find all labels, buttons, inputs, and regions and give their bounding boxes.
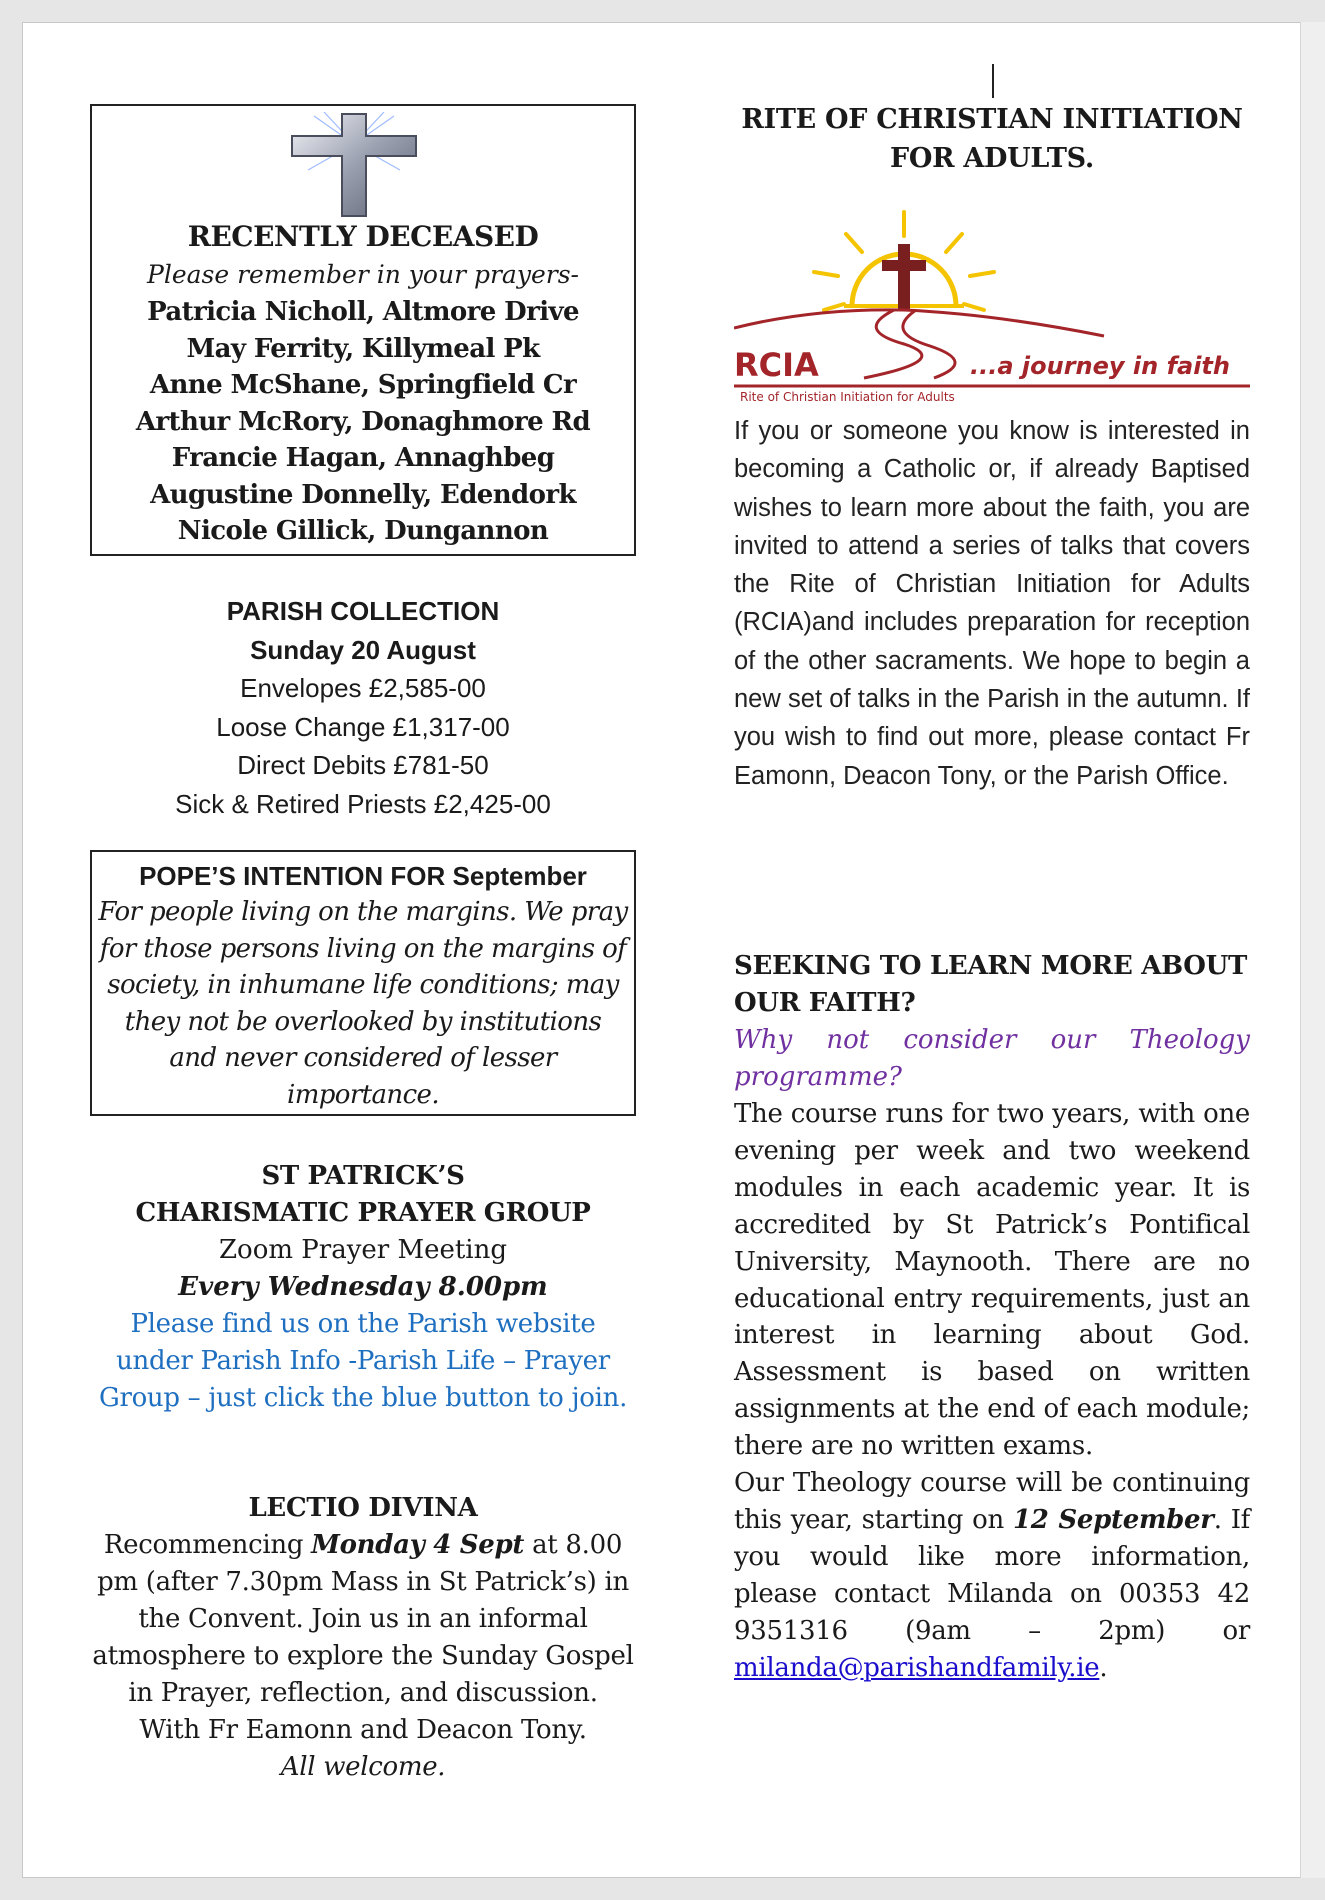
collection-line: Direct Debits £781-50 [237, 750, 489, 780]
list-item: Francie Hagan, Annaghbeg [171, 443, 555, 473]
lectio-leaders: With Fr Eamonn and Deacon Tony. [139, 1715, 587, 1745]
seeking-paragraph-1: The course runs for two years, with one evening per week and two weekend modules in each academic year. It is accredited by St Patrick’s Pontifical University, Maynooth. There are no educational entry requirements, just an interest in learning about God. Assessment is based on written assignments at the end of each module; there are no written exams. [734, 1099, 1250, 1462]
collection-line: Loose Change £1,317-00 [216, 711, 510, 742]
collection-heading: PARISH COLLECTION [226, 596, 500, 626]
parish-collection [90, 592, 636, 823]
seeking-heading: SEEKING TO LEARN MORE ABOUT OUR FAITH? [734, 951, 1248, 1018]
deceased-heading: RECENTLY DECEASED [187, 220, 539, 253]
rcia-logo [734, 210, 1250, 406]
lectio-text-pre: Recommencing [103, 1530, 312, 1560]
seeking-body [734, 1096, 1250, 1687]
list-item: Augustine Donnelly, Edendork [150, 479, 576, 510]
rcia-heading-line-2: FOR ADULTS. [890, 143, 1094, 174]
lectio-date: Monday 4 Sept [311, 1530, 525, 1560]
list-item: Patricia Nicholl, Altmore Drive [147, 297, 579, 327]
seeking-para2-pre: Our Theology course will be continuing this year, starting on [734, 1468, 1250, 1535]
collection-line: Sick & Retired Priests £2,425-00 [175, 788, 551, 819]
list-item: Arthur McRory, Donaghmore Rd [135, 406, 591, 437]
seeking-subheading: Why not consider our Theology programme? [734, 1025, 1250, 1092]
cross-icon [284, 112, 424, 220]
lectio-text-post: at 8.00 pm (after 7.30pm Mass in St Patrick’s) in the Convent. Join us in an informal atmosphere to explore the Sunday Gospel in Prayer, reflection, and discussion. [92, 1530, 634, 1708]
rcia-logo-text: RCIA [734, 346, 819, 384]
rcia-heading [734, 100, 1250, 178]
prayer-group-link[interactable]: Please find us on the Parish website under Parish Info -Parish Life – Prayer Group – just click the blue button to join. [98, 1309, 628, 1413]
deceased-list [92, 294, 634, 550]
seeking-para2-end: . [1099, 1652, 1108, 1683]
pope-heading: POPE’S INTENTION FOR September [139, 861, 587, 891]
deceased-subheading: Please remember in your prayers- [147, 260, 579, 289]
prayer-group-heading-1: ST PATRICK’S [261, 1161, 465, 1191]
prayer-group-section [90, 1158, 636, 1417]
rcia-body: If you or someone you know is interested in becoming a Catholic or, if already Baptised wishes to learn more about the faith, you are invited to attend a series of talks that covers the Rite of Christian Initiation for Adults (RCIA)and includes preparation for reception of the other sacraments. We hope to begin a new set of talks in the Parish in the autumn. If you wish to find out more, please contact Fr Eamonn, Deacon Tony, or the Parish Office. [734, 417, 1250, 790]
list-item: May Ferrity, Killymeal Pk [186, 333, 540, 364]
rcia-logo-tagline: ...a journey in faith [970, 352, 1230, 380]
prayer-group-heading-2: CHARISMATIC PRAYER GROUP [135, 1198, 591, 1228]
recently-deceased-box [90, 104, 636, 556]
lectio-text [90, 1527, 636, 1712]
collection-line: Envelopes £2,585-00 [240, 673, 486, 703]
email-link[interactable]: milanda@parishandfamily.ie [734, 1652, 1100, 1683]
lectio-divina-section [90, 1490, 636, 1786]
rcia-logo-subtitle: Rite of Christian Initiation for Adults [740, 390, 955, 404]
seeking-date: 12 September [1013, 1504, 1214, 1535]
scrollbar[interactable] [1300, 22, 1325, 1878]
list-item: Anne McShane, Springfield Cr [149, 370, 577, 400]
prayer-group-meeting: Zoom Prayer Meeting [218, 1235, 508, 1265]
list-item: Nicole Gillick, Dungannon [177, 516, 549, 546]
pope-intention-box [90, 850, 636, 1116]
lectio-welcome: All welcome. [280, 1752, 446, 1782]
seeking-paragraph-2 [734, 1465, 1250, 1686]
text-cursor [992, 64, 994, 98]
pope-text: For people living on the margins. We pray for those persons living on the margins of society, in inhumane life conditions; may they not be overlooked by institutions and never considered of lesser importance. [98, 897, 628, 1110]
rcia-heading-line-1: RITE OF CHRISTIAN INITIATION [741, 104, 1243, 135]
collection-date: Sunday 20 August [250, 634, 476, 665]
prayer-group-when: Every Wednesday 8.00pm [178, 1272, 548, 1302]
seeking-para2-post: . If you would like more information, please contact Milanda on 00353 42 9351316 (9am – 2pm) or [734, 1504, 1250, 1646]
lectio-heading: LECTIO DIVINA [248, 1493, 478, 1523]
